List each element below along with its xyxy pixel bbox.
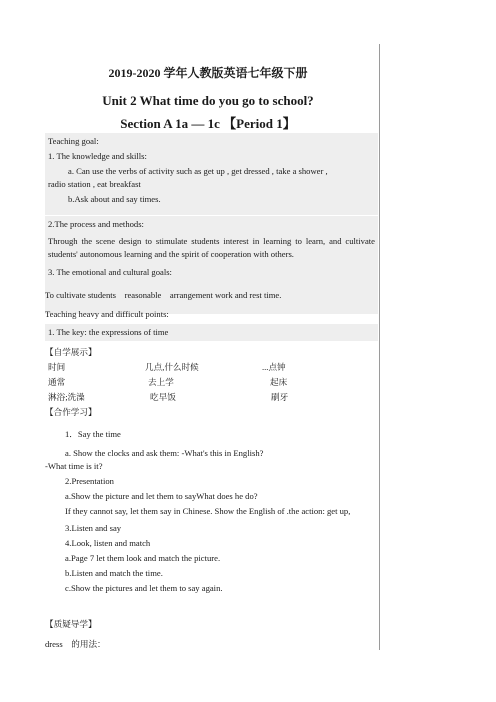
- column-divider: [379, 44, 380, 650]
- key-point-1: 1. The key: the expressions of time: [48, 327, 169, 337]
- step-2: 2.Presentation: [65, 476, 114, 486]
- knowledge-item-a: a. Can use the verbs of activity such as get up , get dressed , take a shower ,: [68, 166, 328, 176]
- step-1: 1．Say the time: [65, 429, 121, 439]
- coop-heading: 【合作学习】: [45, 407, 97, 417]
- process-text: Through the scene design to stimulate students interest in learning to learn, and cultivate students' autonomous learning and the spirit of cooperation with others.: [48, 236, 375, 259]
- step-1-b: -What time is it?: [45, 461, 103, 471]
- vocab-cell: 通常: [48, 377, 66, 387]
- vocab-cell: 刷牙: [271, 392, 289, 402]
- emotional-text: To cultivate students reasonable arrangement work and rest time.: [45, 290, 282, 300]
- doubt-heading: 【质疑导学】: [45, 619, 97, 629]
- vocab-cell: ...点钟: [262, 362, 286, 372]
- vocab-cell: 淋浴;洗澡: [48, 392, 85, 402]
- key-points-heading: Teaching heavy and difficult points:: [45, 309, 169, 319]
- vocab-cell: 几点,什么时候: [145, 362, 199, 372]
- knowledge-heading: 1. The knowledge and skills:: [48, 151, 147, 161]
- self-show-heading: 【自学展示】: [45, 347, 97, 357]
- unit-title: Unit 2 What time do you go to school?: [102, 93, 314, 108]
- step-4: 4.Look, listen and match: [65, 538, 151, 548]
- dress-usage: dress 的用法：: [45, 639, 106, 649]
- process-heading: 2.The process and methods:: [48, 219, 144, 229]
- knowledge-item-a-cont: radio station , eat breakfast: [48, 179, 141, 189]
- document-title: 2019-2020 学年人教版英语七年级下册: [108, 66, 308, 80]
- teaching-goal-heading: Teaching goal:: [48, 136, 99, 146]
- vocab-cell: 吃早饭: [150, 392, 176, 402]
- goal-block: [45, 133, 378, 215]
- key-points-block: [45, 324, 378, 341]
- step-4-c: c.Show the pictures and let them to say again.: [65, 583, 223, 593]
- step-4-a: a.Page 7 let them look and match the picture.: [65, 553, 221, 563]
- vocab-cell: 时间: [48, 362, 66, 372]
- step-2-b: If they cannot say, let them say in Chinese. Show the English of .the action: get up,: [65, 506, 351, 516]
- steps-block: [45, 428, 378, 595]
- vocab-cell: 去上学: [148, 377, 174, 387]
- section-title: Section A 1a — 1c 【Period 1】: [120, 116, 296, 131]
- emotional-heading: 3. The emotional and cultural goals:: [48, 267, 172, 277]
- step-1-a: a. Show the clocks and ask them: -What's this in English?: [65, 448, 264, 458]
- knowledge-item-b: b.Ask about and say times.: [68, 194, 161, 204]
- step-2-a: a.Show the picture and let them to sayWhat does he do?: [65, 491, 258, 501]
- step-3: 3.Listen and say: [65, 523, 122, 533]
- step-4-b: b.Listen and match the time.: [65, 568, 163, 578]
- vocab-cell: 起床: [270, 377, 288, 387]
